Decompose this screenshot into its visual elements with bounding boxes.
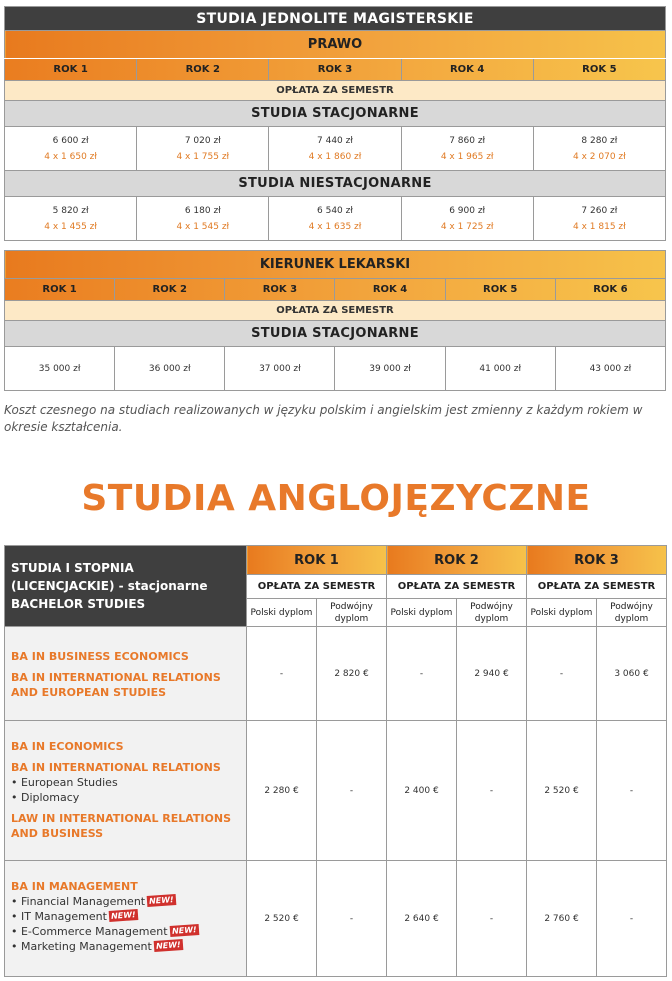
price-cell: 36 000 zł	[115, 347, 225, 391]
price-cell	[533, 127, 665, 171]
full-price: 7 860 zł	[449, 135, 486, 146]
year-label: ROK 1	[5, 59, 137, 81]
program-title: BA IN INTERNATIONAL RELATIONS AND EUROPEAN STUDIES	[11, 671, 221, 699]
specialization-label: • Financial Management	[11, 895, 146, 908]
prawo-fee-table	[4, 6, 666, 241]
page-title: STUDIA ANGLOJĘZYCZNE	[81, 478, 591, 519]
price-cell: 43 000 zł	[555, 347, 665, 391]
fee-cell: -	[317, 861, 387, 977]
price-cell	[137, 127, 269, 171]
year-header-row	[5, 59, 666, 81]
program-title: BA IN ECONOMICS	[11, 740, 124, 753]
diploma-type-double: Podwójny dyplom	[317, 599, 387, 627]
program-level-header	[5, 546, 247, 627]
price-cell	[5, 127, 137, 171]
price-cell: 35 000 zł	[5, 347, 115, 391]
fee-cell: 2 760 €	[527, 861, 597, 977]
specialization-item: • Diplomacy	[11, 791, 80, 804]
year-label: ROK 1	[247, 546, 387, 575]
price-cell	[5, 197, 137, 241]
program-header: PRAWO	[5, 31, 666, 59]
specialization-item	[11, 939, 240, 954]
semester-fee-label: OPŁATA ZA SEMESTR	[247, 575, 387, 599]
installment-price: 4 x 1 545 zł	[176, 221, 230, 232]
fee-cell: 2 820 €	[317, 627, 387, 721]
installment-price: 4 x 1 965 zł	[440, 151, 494, 162]
year-header-row	[5, 279, 666, 301]
table-row	[5, 861, 667, 977]
program-cell	[5, 627, 247, 721]
price-cell: 39 000 zł	[335, 347, 445, 391]
year-label: ROK 3	[269, 59, 401, 81]
year-label: ROK 3	[225, 279, 335, 301]
year-label: ROK 5	[533, 59, 665, 81]
program-title: LAW IN INTERNATIONAL RELATIONS AND BUSINESS	[11, 812, 232, 840]
new-badge: NEW!	[153, 939, 182, 952]
fee-cell: -	[387, 627, 457, 721]
year-label: ROK 5	[445, 279, 555, 301]
specialization-label: • E-Commerce Management	[11, 925, 168, 938]
fee-cell: -	[457, 861, 527, 977]
price-row	[5, 197, 666, 241]
year-label: ROK 4	[335, 279, 445, 301]
fee-cell: 2 400 €	[387, 721, 457, 861]
installment-price: 4 x 1 635 zł	[308, 221, 362, 232]
price-cell	[269, 127, 401, 171]
tuition-note: Koszt czesnego na studiach realizowanych w języku polskim i angielskim jest zmienny z każdym rokiem w okresie kształcenia.	[4, 403, 643, 434]
price-cell	[269, 197, 401, 241]
fee-cell: -	[317, 721, 387, 861]
fee-cell: -	[597, 721, 667, 861]
year-label: ROK 1	[5, 279, 115, 301]
fee-cell: -	[597, 861, 667, 977]
specialization-label: • Marketing Management	[11, 940, 152, 953]
new-badge: NEW!	[147, 894, 176, 907]
new-badge: NEW!	[169, 924, 198, 937]
full-price: 7 020 zł	[184, 135, 221, 146]
full-price: 6 180 zł	[184, 205, 221, 216]
full-price: 8 280 zł	[581, 135, 618, 146]
fee-cell: -	[527, 627, 597, 721]
full-price: 6 540 zł	[317, 205, 353, 216]
year-label: ROK 2	[137, 59, 269, 81]
full-price: 7 440 zł	[317, 135, 353, 146]
corner-line: (LICENCJACKIE) - stacjonarne	[11, 579, 208, 593]
fee-cell: 2 940 €	[457, 627, 527, 721]
fee-cell: 2 280 €	[247, 721, 317, 861]
price-cell	[137, 197, 269, 241]
full-price: 6 600 zł	[52, 135, 89, 146]
price-row	[5, 347, 666, 391]
table-row	[5, 627, 667, 721]
installment-price: 4 x 1 725 zł	[440, 221, 494, 232]
fee-cell: 2 520 €	[247, 861, 317, 977]
specialization-item	[11, 909, 240, 924]
installment-price: 4 x 1 650 zł	[44, 151, 97, 162]
program-title: BA IN BUSINESS ECONOMICS	[11, 650, 189, 663]
year-label: ROK 3	[527, 546, 667, 575]
new-badge: NEW!	[109, 909, 138, 922]
program-header: KIERUNEK LEKARSKI	[5, 251, 666, 279]
full-price: 6 900 zł	[449, 205, 486, 216]
program-cell	[5, 861, 247, 977]
fee-cell: -	[457, 721, 527, 861]
section-header: STUDIA JEDNOLITE MAGISTERSKIE	[5, 7, 666, 31]
diploma-type-double: Podwójny dyplom	[457, 599, 527, 627]
year-label: ROK 6	[555, 279, 665, 301]
specialization-item	[11, 894, 240, 909]
semester-fee-label: OPŁATA ZA SEMESTR	[5, 81, 666, 101]
english-studies-fee-table	[4, 545, 667, 977]
specialization-item	[11, 924, 240, 939]
fee-cell: 3 060 €	[597, 627, 667, 721]
semester-fee-label: OPŁATA ZA SEMESTR	[5, 301, 666, 321]
fee-cell: 2 520 €	[527, 721, 597, 861]
price-cell: 41 000 zł	[445, 347, 555, 391]
year-label: ROK 2	[115, 279, 225, 301]
installment-price: 4 x 1 815 zł	[573, 221, 626, 232]
installment-price: 4 x 1 860 zł	[308, 151, 362, 162]
study-mode-label: STUDIA STACJONARNE	[5, 321, 666, 347]
fee-cell: -	[247, 627, 317, 721]
full-price: 7 260 zł	[581, 205, 618, 216]
program-title: BA IN INTERNATIONAL RELATIONS	[11, 761, 221, 774]
medicine-fee-table	[4, 250, 666, 391]
program-cell	[5, 721, 247, 861]
table-row	[5, 721, 667, 861]
diploma-type-polish: Polski dyplom	[247, 599, 317, 627]
specialization-item: • European Studies	[11, 776, 118, 789]
diploma-type-polish: Polski dyplom	[527, 599, 597, 627]
full-price: 5 820 zł	[52, 205, 89, 216]
semester-fee-label: OPŁATA ZA SEMESTR	[387, 575, 527, 599]
price-cell: 37 000 zł	[225, 347, 335, 391]
study-mode-label: STUDIA NIESTACJONARNE	[5, 171, 666, 197]
installment-price: 4 x 1 455 zł	[44, 221, 97, 232]
installment-price: 4 x 1 755 zł	[176, 151, 230, 162]
year-label: ROK 4	[401, 59, 533, 81]
corner-line: STUDIA I STOPNIA	[11, 561, 134, 575]
price-cell	[401, 197, 533, 241]
diploma-type-polish: Polski dyplom	[387, 599, 457, 627]
semester-fee-label: OPŁATA ZA SEMESTR	[527, 575, 667, 599]
program-title: BA IN MANAGEMENT	[11, 880, 138, 893]
year-label: ROK 2	[387, 546, 527, 575]
diploma-type-double: Podwójny dyplom	[597, 599, 667, 627]
fee-cell: 2 640 €	[387, 861, 457, 977]
price-row	[5, 127, 666, 171]
installment-price: 4 x 2 070 zł	[573, 151, 626, 162]
study-mode-label: STUDIA STACJONARNE	[5, 101, 666, 127]
specialization-label: • IT Management	[11, 910, 107, 923]
price-cell	[401, 127, 533, 171]
corner-line: BACHELOR STUDIES	[11, 597, 146, 611]
price-cell	[533, 197, 665, 241]
